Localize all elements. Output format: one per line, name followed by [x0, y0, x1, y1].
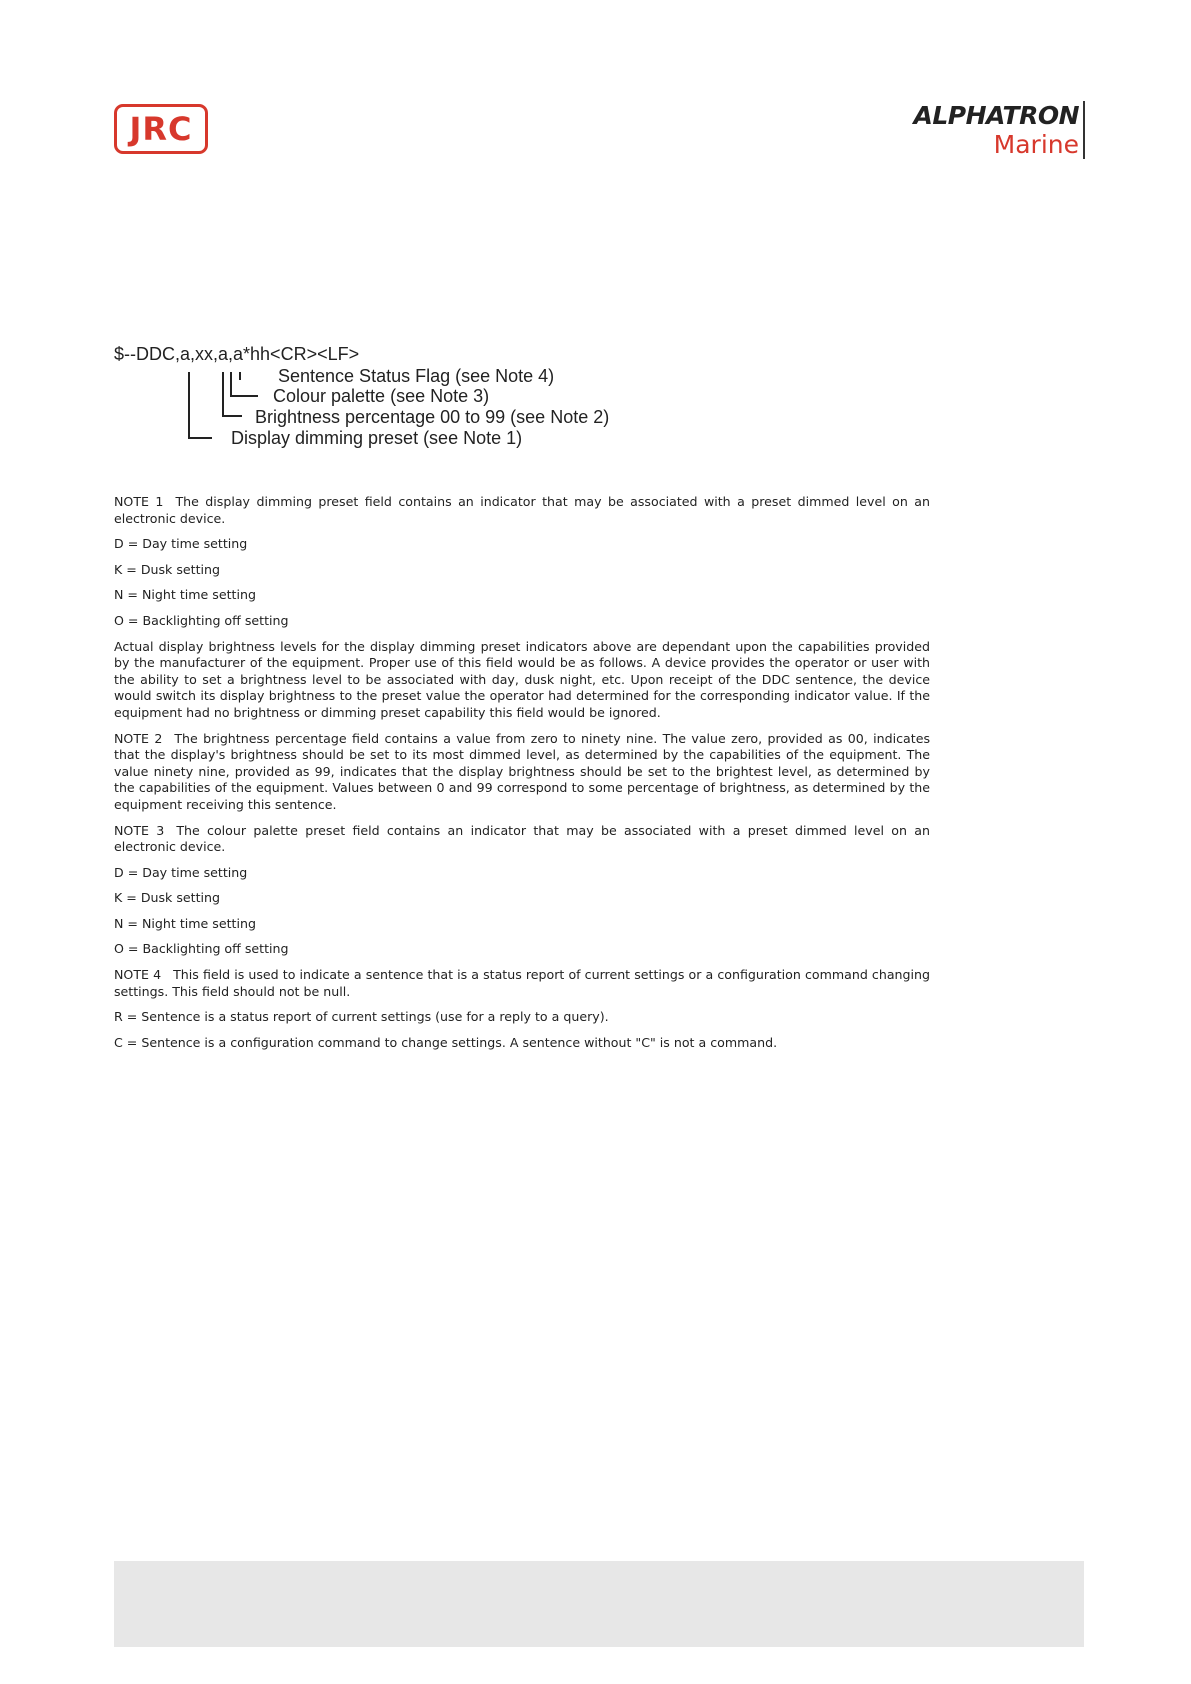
sentence-format: $--DDC,a,xx,a,a*hh<CR><LF> [114, 344, 360, 364]
note-text: This field is used to indicate a sentence that is a status report of current settings or a configuration command changing settings. This field should not be null. [114, 967, 930, 999]
field-label-brightness: Brightness percentage 00 to 99 (see Note 2) [255, 407, 610, 427]
field-label-colour-palette: Colour palette (see Note 3) [273, 386, 490, 406]
note-paragraph [114, 823, 930, 856]
alphatron-marine-logo [895, 101, 1085, 159]
connector-line-4 [239, 372, 241, 380]
note-paragraph [114, 731, 930, 814]
footer-bar [114, 1561, 1084, 1647]
connector-line-2 [222, 372, 224, 416]
note-paragraph: O = Backlighting off setting [114, 941, 289, 957]
note-paragraph: D = Day time setting [114, 536, 248, 552]
jrc-logo-text: JRC [129, 110, 193, 148]
field-label-status-flag: Sentence Status Flag (see Note 4) [278, 366, 555, 386]
connector-line-1 [188, 372, 190, 438]
note-paragraph: R = Sentence is a status report of current settings (use for a reply to a query). [114, 1009, 609, 1025]
note-paragraph: K = Dusk setting [114, 890, 221, 906]
note-paragraph: Actual display brightness levels for the display dimming preset indicators above are dependant upon the capabilities provided by the manufacturer of the equipment. Proper use of this field would be as follows. A device provides the operator or user with the ability to set a brightness level to be associated with day, dusk night, etc. Upon receipt of the DDC sentence, the device would switch its display brightness to the preset value the operator had determined for the corresponding indicator value. If the equipment had no brightness or dimming preset capability this field would be ignored. [114, 638, 930, 720]
connector-line-1h [188, 437, 212, 439]
connector-line-2h [222, 415, 242, 417]
note-paragraph: N = Night time setting [114, 587, 256, 603]
note-tag: NOTE 1 [114, 494, 164, 509]
note-paragraph: K = Dusk setting [114, 561, 221, 577]
note-paragraph: N = Night time setting [114, 915, 256, 931]
note-text: The colour palette preset field contains an indicator that may be associated with a preset dimmed level on an electronic device. [114, 822, 930, 855]
notes-section [114, 494, 930, 1060]
jrc-logo [114, 104, 208, 154]
note-tag: NOTE 3 [114, 822, 165, 838]
alphatron-logo-sub: Marine [993, 130, 1079, 159]
note-paragraph: C = Sentence is a configuration command to change settings. A sentence without "C" is not a command. [114, 1034, 778, 1050]
connector-line-3 [230, 372, 232, 396]
note-text: The display dimming preset field contains an indicator that may be associated with a preset dimmed level on an electronic device. [114, 494, 930, 526]
note-paragraph [114, 494, 930, 527]
note-paragraph [114, 967, 930, 1000]
field-label-dimming-preset: Display dimming preset (see Note 1) [231, 428, 523, 448]
note-paragraph: D = Day time setting [114, 864, 248, 880]
note-text: The brightness percentage field contains a value from zero to ninety nine. The value zero, provided as 00, indicates that the display's brightness should be set to its most dimmed level, as determined by the capabilities of the equipment. The value ninety nine, provided as 99, indicates that the display brightness should be set to the brightest level, as determined by the capabilities of the equipment. Values between 0 and 99 correspond to some percentage of brightness, as determined by the equipment receiving this sentence. [114, 730, 931, 812]
connector-line-3h [230, 395, 258, 397]
note-tag: NOTE 4 [114, 967, 162, 983]
note-tag: NOTE 2 [114, 730, 163, 746]
note-paragraph: O = Backlighting off setting [114, 612, 289, 628]
alphatron-logo-brand: ALPHATRON [913, 101, 1079, 130]
